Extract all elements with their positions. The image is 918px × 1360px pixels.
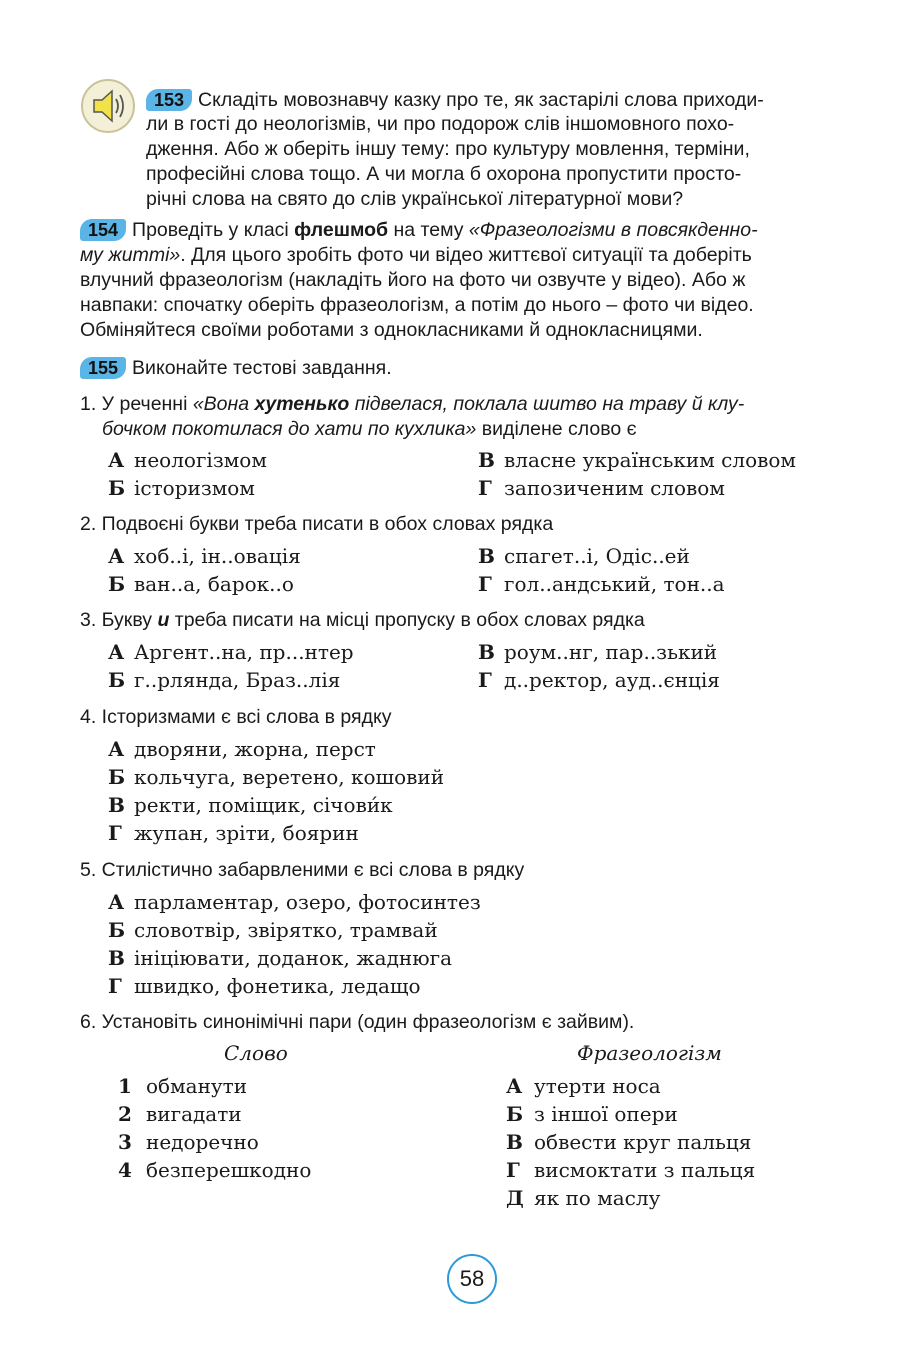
option-v[interactable]: В ректи, поміщик, січови́к [108, 793, 393, 817]
question-text: виділене слово є [476, 418, 637, 440]
phrase-item[interactable]: Д як по маслу [506, 1186, 661, 1210]
task-text: професійні слова тощо. А чи могла б охорона пропустити просто- [146, 163, 742, 185]
option-a[interactable]: А хоб..і, ін..овація [108, 544, 301, 568]
task-text: Виконайте тестові завдання. [132, 357, 392, 379]
option-h[interactable]: Г жупан, зріти, боярин [108, 821, 359, 845]
word-item[interactable]: 4 безперешкодно [118, 1158, 312, 1182]
task-155 [80, 356, 392, 381]
question-3 [80, 608, 645, 633]
phrase-item[interactable]: Б з іншої опери [506, 1102, 678, 1126]
task-text: річні слова на свято до слів української літературної мови? [146, 188, 684, 210]
question-2: 2. Подвоєні букви треба писати в обох словах рядка [80, 513, 554, 535]
topic-title: му житті» [80, 244, 181, 266]
task-text: влучний фразеологізм (накладіть його на фото чи озвучте у відео). Або ж [80, 269, 746, 291]
option-h[interactable]: Г швидко, фонетика, ледащо [108, 974, 421, 998]
highlighted-letter: и [157, 609, 170, 631]
task-text: на тему [388, 219, 469, 241]
task-text: ли в гості до неологізмів, чи про подорож слів іншомовного похо- [146, 113, 735, 135]
speaker-icon[interactable] [80, 78, 136, 134]
option-b[interactable]: Б історизмом [108, 476, 255, 500]
task-number-badge: 155 [80, 357, 126, 379]
column-header-word: Слово [224, 1041, 288, 1065]
question-5: 5. Стилістично забарвленими є всі слова в рядку [80, 859, 525, 881]
option-v[interactable]: В спагет..і, Одіс..ей [478, 544, 690, 568]
phrase-item[interactable]: Г висмоктати з пальця [506, 1158, 756, 1182]
option-b[interactable]: Б кольчуга, веретено, кошовий [108, 765, 445, 789]
option-b[interactable]: Б словотвір, звірятко, трамвай [108, 918, 438, 942]
task-number-badge: 153 [146, 89, 192, 111]
word-item[interactable]: 3 недоречно [118, 1130, 259, 1154]
task-text: Складіть мовознавчу казку про те, як застарілі слова приходи- [198, 89, 764, 111]
option-h[interactable]: Г запозиченим словом [478, 476, 725, 500]
question-text: треба писати на місці пропуску в обох словах рядка [169, 609, 645, 631]
task-154 [80, 218, 845, 343]
highlighted-word: хутенько [254, 393, 350, 415]
quote-text: підвелася, поклала шитво на траву й клу- [349, 393, 745, 415]
option-b[interactable]: Б ван..а, барок..о [108, 572, 294, 596]
task-text: дження. Або ж оберіть іншу тему: про культуру мовлення, терміни, [146, 138, 750, 160]
task-text: . Для цього зробіть фото чи відео життєвої ситуації та доберіть [180, 244, 752, 266]
keyword-flashmob: флешмоб [294, 219, 389, 241]
quote-text: «Вона [192, 393, 255, 415]
page-number: 58 [447, 1254, 497, 1304]
question-text: 3. Букву [80, 609, 158, 631]
task-text: Обміняйтеся своїми роботами з однокласниками й однокласницями. [80, 319, 703, 341]
option-a[interactable]: А дворяни, жорна, перст [108, 737, 376, 761]
phrase-item[interactable]: А утерти носа [506, 1074, 661, 1098]
task-153 [146, 86, 844, 212]
word-item[interactable]: 2 вигадати [118, 1102, 242, 1126]
option-h[interactable]: Г гол..андський, тон..а [478, 572, 725, 596]
option-v[interactable]: В власне українським словом [478, 448, 796, 472]
phrase-item[interactable]: В обвести круг пальця [506, 1130, 752, 1154]
column-header-phrase: Фразеологізм [577, 1041, 722, 1065]
option-a[interactable]: А Аргент..на, пр...нтер [108, 640, 354, 664]
quote-text: бочком покотилася до хати по кухлика» [102, 418, 477, 440]
option-b[interactable]: Б г..рлянда, Браз..лія [108, 668, 341, 692]
option-v[interactable]: В ініціювати, доданок, жаднюга [108, 946, 453, 970]
option-a[interactable]: А парламентар, озеро, фотосинтез [108, 890, 481, 914]
option-a[interactable]: А неологізмом [108, 448, 267, 472]
question-4: 4. Історизмами є всі слова в рядку [80, 706, 392, 728]
topic-title: «Фразеологізми в повсякденно- [468, 219, 758, 241]
word-item[interactable]: 1 обманути [118, 1074, 248, 1098]
question-6: 6. Установіть синонімічні пари (один фразеологізм є зайвим). [80, 1011, 635, 1033]
task-text: навпаки: спочатку оберіть фразеологізм, а потім до нього – фото чи відео. [80, 294, 754, 316]
question-1 [80, 392, 845, 442]
option-h[interactable]: Г д..ректор, ауд..єнція [478, 668, 720, 692]
task-text: Проведіть у класі [132, 219, 295, 241]
option-v[interactable]: В роум..нг, пар..зький [478, 640, 718, 664]
task-number-badge: 154 [80, 219, 126, 241]
question-text: 1. У реченні [80, 393, 193, 415]
